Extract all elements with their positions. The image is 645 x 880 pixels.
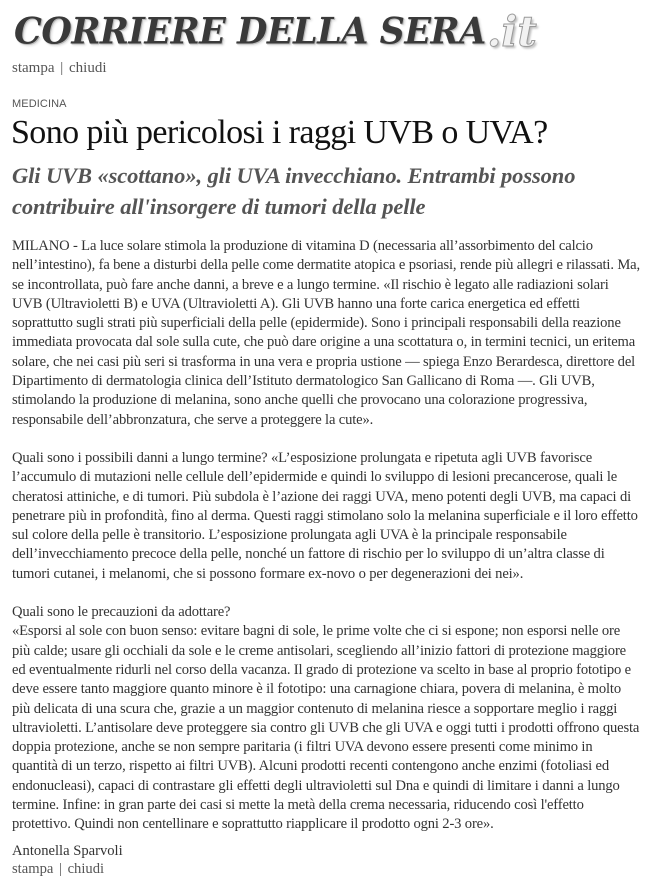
article-body [12,237,640,854]
logo-wordmark: CORRIERE DELLA SERA [14,9,486,54]
paragraph-long-term-damage: Quali sono i possibili danni a lungo termine? «L’esposizione prolungata e ripetuta agli UVB favorisce l’accumulo di mutazioni nelle cellule dell’epidermide e quindi lo sviluppo di lesioni precancerose, quali le cheratosi attiniche, e di tumori. Più subdola è l’azione dei raggi UVA, meno potenti degli UVB, ma capaci di penetrare più in profondità, fino al derma. Questi raggi stimolano solo la melanina superficiale e il loro effetto sul colore della pelle è transitorio. L’esposizione prolungata agli UVA è la principale responsabile dell’invecchiamento precoce della pelle, nonché un fattore di rischio per lo sviluppo di un’altra classe di tumori cutanei, i melanomi, che si possono formare ex-novo o per degenerazioni dei nei». [12,449,638,582]
close-link[interactable]: chiudi [69,60,107,76]
paragraph-precautions-question: Quali sono le precauzioni da adottare? [12,604,231,621]
link-separator: | [60,60,64,76]
top-actions [12,60,107,77]
link-separator-bottom: | [59,861,62,877]
print-link-bottom[interactable]: stampa [12,861,54,877]
logo-suffix: .it [486,7,537,56]
close-link-bottom[interactable]: chiudi [67,861,105,877]
article-author: Antonella Sparvoli [12,843,123,859]
paragraph-intro: MILANO - La luce solare stimola la produzione di vitamina D (necessaria all’assorbimento del calcio nell’intestino), fa bene a disturbi della pelle come dermatite atopica e psoriasi, rende più allegri e rilassati. Ma, se incontrollata, può fare anche danni, a breve e a lungo termine. «Il rischio è legato alle radiazioni solari UVB (Ultravioletti B) e UVA (Ultravioletti A). Gli UVB hanno una forte carica energetica ed effetti soprattutto sugli strati più superficiali della pelle (epidermide). Sono i principali responsabili della reazione immediata provocata dal sole sulla cute, che può dare origine a una scottatura o, in termini tecnici, un eritema solare, che nei casi più seri si trasforma in una vera e propria ustione — spiega Enzo Berardesca, direttore del Dipartimento di dermatologia clinica dell’Istituto dermatologico San Gallicano di Roma —. Gli UVB, stimolando la produzione di melanina, sono anche quelli che provocano una colorazione progressiva, responsabile dell’abbronzatura, che serve a proteggere la cute». [12,238,640,428]
print-link[interactable]: stampa [12,60,55,76]
paragraph-precautions-answer: «Esporsi al sole con buon senso: evitare bagni di sole, le prime volte che ci si espone; non esporsi nelle ore più calde; usare gli occhiali da sole e le creme antisolari, scegliendo all’inizio fattori di protezione maggiore ed eventualmente ridurli nel corso della vacanza. Il grado di protezione va scelto in base al proprio fototipo e deve essere tanto maggiore quanto minore è il fototipo: una carnagione chiara, povera di melanina, è molto più delicata di una scura che, grazie a un maggior contenuto di melanina riesce a sopportare meglio i raggi ultravioletti. L’antisolare deve proteggere sia contro gli UVB che gli UVA e oggi tutti i prodotti offrono questa doppia protezione, anche se non sempre paritaria (i filtri UVA devono essere presenti come minimo in quantità di un terzo, rispetto ai filtri UVB). Alcuni prodotti recenti contengono anche enzimi (fotoliasi ed endonucleasi), capaci di contrastare gli effetti degli ultravioletti sul Dna e quindi di limitare i danni a lungo termine. Infine: in gran parte dei casi si mette la metà della crema necessaria, riducendo così l'effetto protettivo. Quindi non centellinare e soprattutto riapplicare il prodotto ogni 2-3 ore». [12,623,640,833]
site-logo[interactable] [14,6,537,56]
section-label: MEDICINA [12,98,67,110]
article-subtitle: Gli UVB «scottano», gli UVA invecchiano. Entrambi possono contribuire all'insorgere di tumori della pelle [12,163,576,219]
article-title: Sono più pericolosi i raggi UVB o UVA? [11,114,548,151]
bottom-actions [12,861,104,878]
